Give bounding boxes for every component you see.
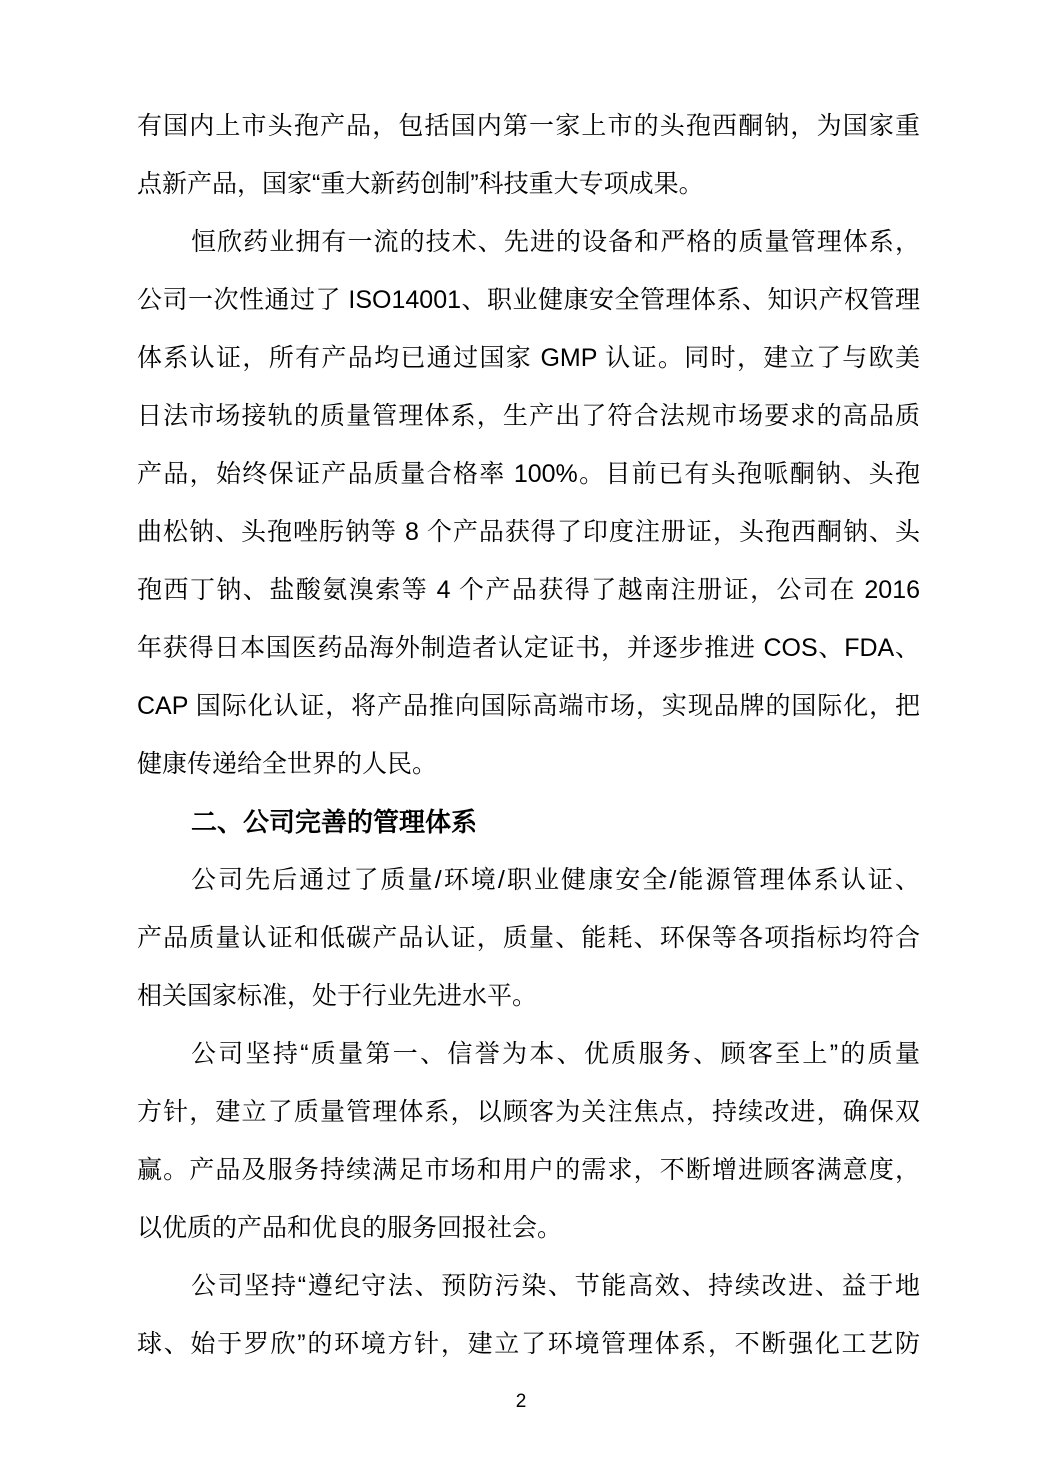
section-heading: 二、公司完善的管理体系 [191, 807, 478, 837]
text-line: 点新产品，国家“重大新药创制”科技重大专项成果。 [137, 170, 704, 198]
text-line: 孢西丁钠、盐酸氨溴索等 4 个产品获得了越南注册证，公司在 2016 [137, 576, 920, 604]
text-line: 恒欣药业拥有一流的技术、先进的设备和严格的质量管理体系， [191, 228, 920, 256]
document-body [137, 97, 920, 1373]
text-line: 公司坚持“质量第一、信誉为本、优质服务、顾客至上”的质量 [191, 1040, 920, 1068]
text-line: 方针，建立了质量管理体系，以顾客为关注焦点，持续改进，确保双 [137, 1098, 920, 1126]
text-line: 公司坚持“遵纪守法、预防污染、节能高效、持续改进、益于地 [191, 1272, 920, 1300]
text-line: 产品质量认证和低碳产品认证，质量、能耗、环保等各项指标均符合 [137, 924, 920, 952]
text-line: 有国内上市头孢产品，包括国内第一家上市的头孢西酮钠，为国家重 [137, 112, 920, 140]
text-line: 以优质的产品和优良的服务回报社会。 [137, 1214, 563, 1242]
text-line: 公司先后通过了质量/环境/职业健康安全/能源管理体系认证、 [191, 866, 920, 894]
text-line: 产品，始终保证产品质量合格率 100%。目前已有头孢哌酮钠、头孢 [137, 460, 920, 488]
text-line: 球、始于罗欣”的环境方针，建立了环境管理体系，不断强化工艺防 [137, 1330, 920, 1358]
text-line: 曲松钠、头孢唑肟钠等 8 个产品获得了印度注册证，头孢西酮钠、头 [137, 518, 920, 546]
page-number: 2 [515, 1391, 527, 1412]
text-line: 健康传递给全世界的人民。 [137, 750, 438, 778]
text-line: 公司一次性通过了 ISO14001、职业健康安全管理体系、知识产权管理 [137, 286, 920, 314]
text-line: 相关国家标准，处于行业先进水平。 [137, 982, 538, 1010]
text-line: 体系认证，所有产品均已通过国家 GMP 认证。同时，建立了与欧美 [137, 344, 920, 372]
text-line: CAP 国际化认证，将产品推向国际高端市场，实现品牌的国际化，把 [137, 692, 920, 720]
text-line: 赢。产品及服务持续满足市场和用户的需求，不断增进顾客满意度， [137, 1156, 920, 1184]
text-line: 年获得日本国医药品海外制造者认定证书，并逐步推进 COS、FDA、 [137, 634, 920, 662]
text-line: 日法市场接轨的质量管理体系，生产出了符合法规市场要求的高品质 [137, 402, 920, 430]
